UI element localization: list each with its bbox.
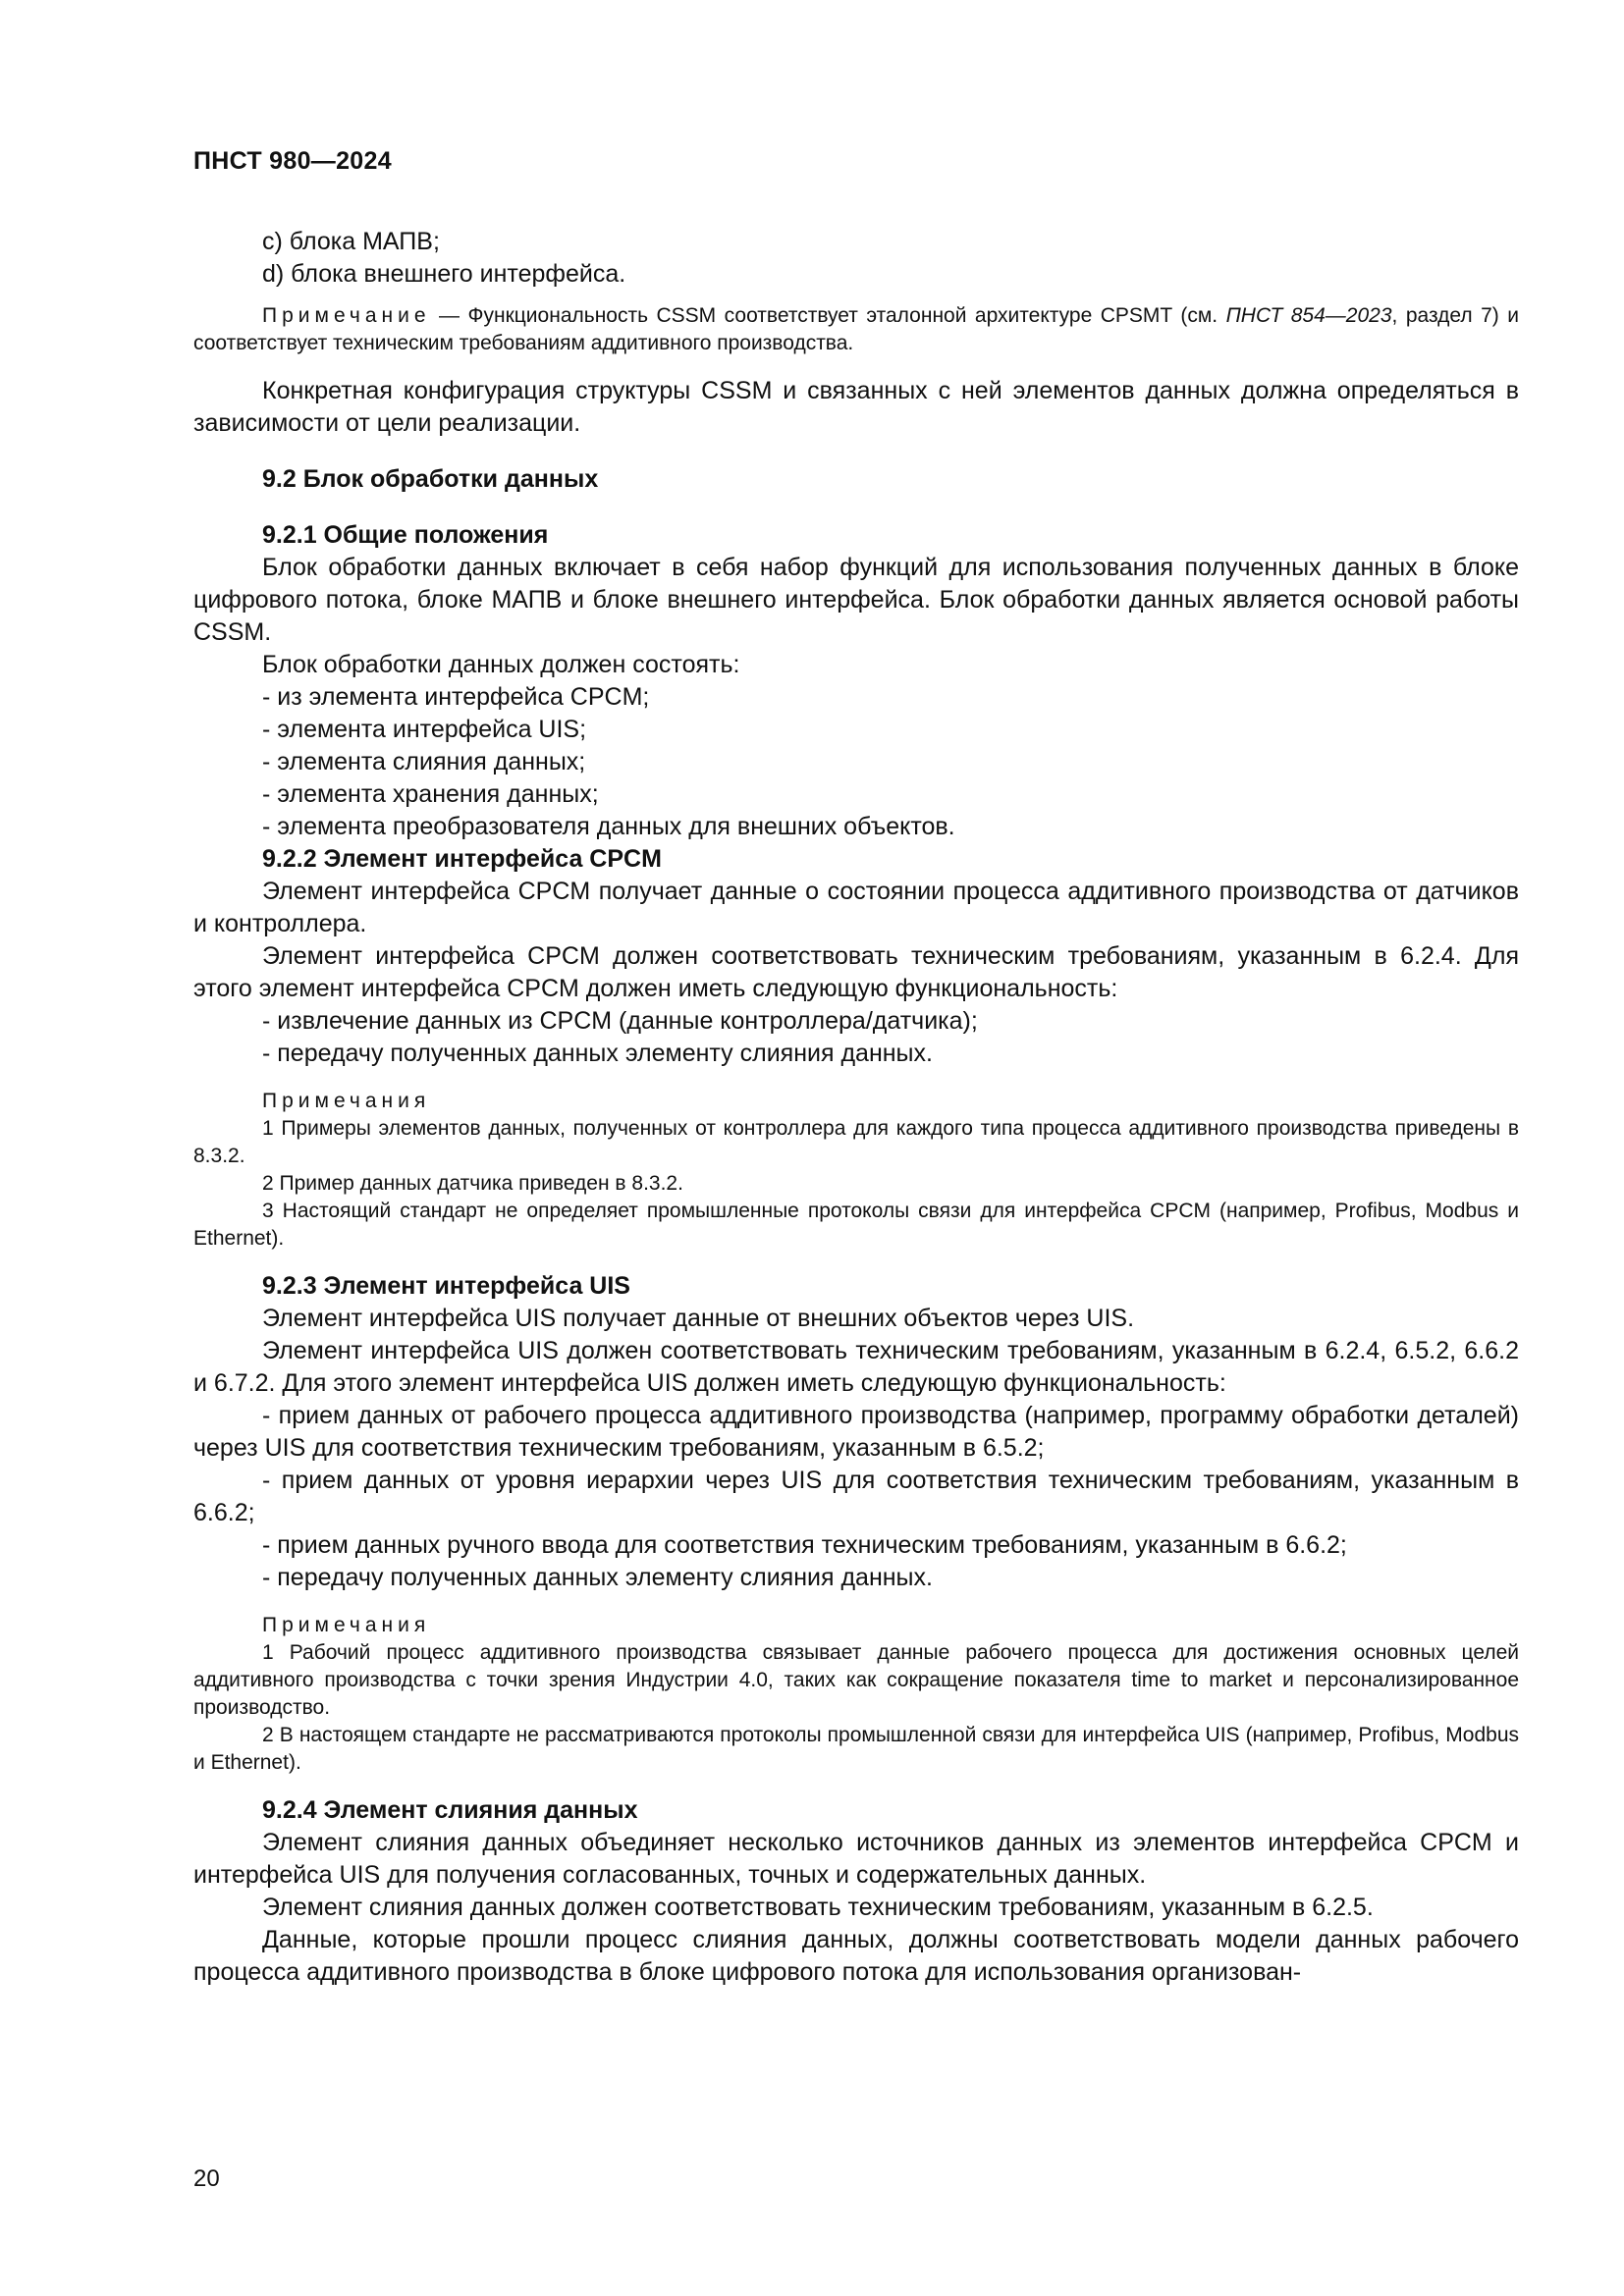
paragraph: Элемент интерфейса UIS получает данные от внешних объектов через UIS. [262, 1305, 1135, 1332]
list-item: - передачу полученных данных элементу слияния данных. [262, 1564, 933, 1591]
list-item: - из элемента интерфейса CPCM; [262, 683, 650, 711]
list-item: - извлечение данных из CPCM (данные контроллера/датчика); [262, 1007, 978, 1035]
list-item: - прием данных от уровня иерархии через UIS для соответствия техническим требованиям, указанным в 6.6.2; [193, 1467, 1519, 1526]
list-item: - элемента преобразователя данных для внешних объектов. [262, 813, 955, 840]
page-content [193, 226, 1519, 1989]
notes-title: Примечания [262, 1614, 431, 1636]
paragraph: Элемент интерфейса CPCM получает данные о состоянии процесса аддитивного производства от датчиков и контроллера. [193, 878, 1519, 937]
section-heading: 9.2.2 Элемент интерфейса CPCM [262, 845, 662, 873]
notes-title: Примечания [262, 1090, 431, 1112]
section-heading: 9.2 Блок обработки данных [262, 465, 599, 493]
note [193, 302, 1519, 357]
paragraph: Элемент слияния данных объединяет несколько источников данных из элементов интерфейса CPCM и интерфейса UIS для получения согласованных, точных и содержательных данных. [193, 1829, 1519, 1889]
list-item: - передачу полученных данных элементу слияния данных. [262, 1040, 933, 1067]
list-item: - прием данных ручного ввода для соответствия техническим требованиям, указанным в 6.6.2; [262, 1531, 1347, 1559]
section-heading: 9.2.3 Элемент интерфейса UIS [262, 1272, 630, 1300]
note: 1 Примеры элементов данных, полученных от контроллера для каждого типа процесса аддитивного производства приведены в 8.3.2. [193, 1117, 1519, 1167]
paragraph: Блок обработки данных должен состоять: [262, 651, 740, 678]
document-header: ПНСТ 980—2024 [193, 147, 392, 175]
paragraph: Элемент слияния данных должен соответствовать техническим требованиям, указанным в 6.2.5. [262, 1894, 1374, 1921]
list-item: c) блока МАПВ; [262, 228, 440, 255]
paragraph: Элемент интерфейса CPCM должен соответствовать техническим требованиям, указанным в 6.2.4. Для этого элемент интерфейса CPCM должен иметь следующую функциональность: [193, 942, 1519, 1002]
note-text: , раздел 7) и соответствует техническим требованиям аддитивного производства. [193, 304, 1519, 354]
page-number: 20 [193, 2165, 220, 2192]
paragraph: Конкретная конфигурация структуры CSSM и связанных с ней элементов данных должна определяться в зависимости от цели реализации. [193, 377, 1519, 437]
list-item: d) блока внешнего интерфейса. [262, 260, 626, 288]
list-item: - элемента интерфейса UIS; [262, 716, 587, 743]
list-item: - прием данных от рабочего процесса аддитивного производства (например, программу обработки деталей) через UIS для соответствия техническим требованиям, указанным в 6.5.2; [193, 1402, 1519, 1462]
list-item: - элемента слияния данных; [262, 748, 586, 775]
paragraph: Данные, которые прошли процесс слияния данных, должны соответствовать модели данных рабочего процесса аддитивного производства в блоке цифрового потока для использования организован- [193, 1926, 1519, 1986]
note: 3 Настоящий стандарт не определяет промышленные протоколы связи для интерфейса CPCM (например, Profibus, Modbus и Ethernet). [193, 1200, 1519, 1250]
note: 2 В настоящем стандарте не рассматриваются протоколы промышленной связи для интерфейса UIS (например, Profibus, Modbus и Ethernet). [193, 1724, 1519, 1774]
note-reference: ПНСТ 854—2023 [1225, 304, 1392, 327]
paragraph: Элемент интерфейса UIS должен соответствовать техническим требованиям, указанным в 6.2.4, 6.5.2, 6.6.2 и 6.7.2. Для этого элемент интерфейса UIS должен иметь следующую функциональность: [193, 1337, 1519, 1397]
note: 2 Пример данных датчика приведен в 8.3.2. [262, 1172, 683, 1195]
section-heading: 9.2.4 Элемент слияния данных [262, 1796, 638, 1824]
section-heading: 9.2.1 Общие положения [262, 521, 549, 549]
list-item: - элемента хранения данных; [262, 780, 599, 808]
paragraph: Блок обработки данных включает в себя набор функций для использования полученных данных в блоке цифрового потока, блоке МАПВ и блоке внешнего интерфейса. Блок обработки данных является основой работы CSSM. [193, 554, 1519, 646]
note-label: Примечание [262, 304, 431, 327]
note-text: — Функциональность CSSM соответствует эталонной архитектуре CPSMT (см. [430, 304, 1226, 327]
note: 1 Рабочий процесс аддитивного производства связывает данные рабочего процесса для достижения основных целей аддитивного производства с точки зрения Индустрии 4.0, таких как сокращение показателя time to market и персонализированное производство. [193, 1641, 1519, 1719]
